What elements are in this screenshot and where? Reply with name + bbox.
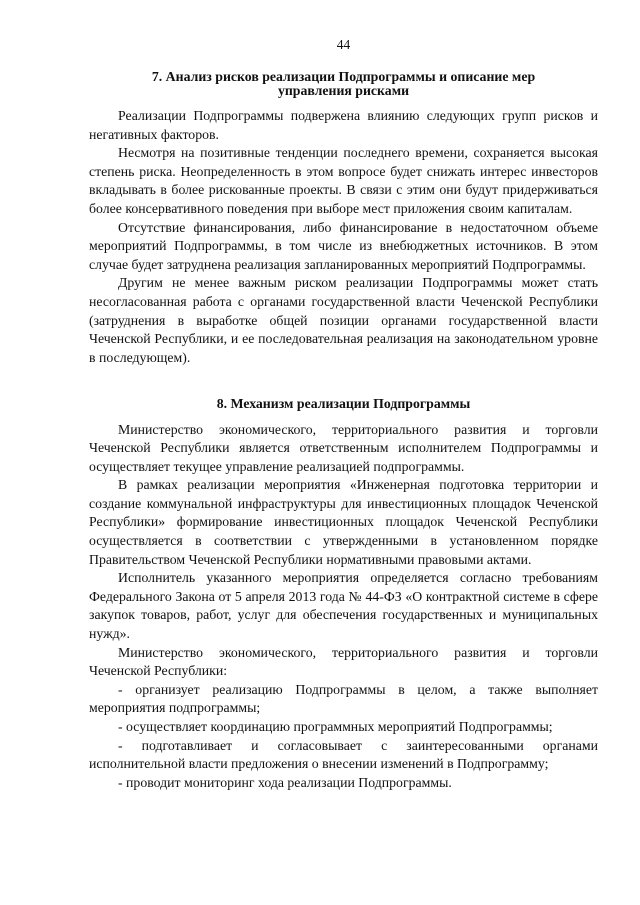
section-title-line: управления рисками: [277, 82, 410, 98]
paragraph: Отсутствие финансирования, либо финансирование в недостаточном объеме мероприятий Подпрограммы, в том числе из внебюджетных источников. В этом случае будет затруднена реализация запланированных мероприятий Подпрограммы.: [89, 219, 598, 272]
list-item: - организует реализацию Подпрограммы в целом, а также выполняет мероприятия подпрограммы;: [89, 681, 598, 716]
section-risk-analysis: [89, 70, 598, 367]
paragraph: В рамках реализации мероприятия «Инженерная подготовка территории и создание коммунальной инфраструктуры для инвестиционных площадок Чеченской Республики» формирование инвестиционных площадок Чеченской Республики осуществляется в соответствии с утвержденными в установленном порядке Правительством Чеченской Республики нормативными правовыми актами.: [89, 477, 598, 567]
list-item: - проводит мониторинг хода реализации Подпрограммы.: [118, 774, 452, 790]
list-item: - осуществляет координацию программных мероприятий Подпрограммы;: [118, 719, 553, 734]
page-number: 44: [336, 37, 351, 52]
paragraph: Министерство экономического, территориального развития и торговли Чеченской Республики является ответственным исполнителем Подпрограммы и осуществляет текущее управление реализацией подпрограммы.: [89, 421, 598, 474]
paragraph: Министерство экономического, территориального развития и торговли Чеченской Республики:: [89, 644, 598, 679]
list-item: - подготавливает и согласовывает с заинтересованными органами исполнительной власти предложения о внесении изменений в Подпрограмму;: [89, 737, 598, 772]
section-title-line: 7. Анализ рисков реализации Подпрограммы и описание мер: [151, 69, 536, 84]
section-title-risks: [89, 70, 598, 97]
section-implementation-mechanism: [89, 397, 598, 792]
paragraph: Другим не менее важным риском реализации Подпрограммы может стать несогласованная работа с органами государственной власти Чеченской Республики (затруднения в выработке общей позиции органами государственной власти Чеченской Республики, и ее последовательная реализация на законодательном уровне в последующем).: [89, 275, 598, 365]
paragraph: Реализации Подпрограммы подвержена влиянию следующих групп рисков и негативных факторов.: [89, 108, 598, 142]
paragraph: Несмотря на позитивные тенденции последнего времени, сохраняется высокая степень риска. Неопределенность в этом вопросе будет снижать интерес инвесторов вкладывать в более рискованные проекты. В связи с этим они будут придерживаться более консервативного поведения при выборе мест приложения своим капиталам.: [89, 145, 598, 216]
section-title-mechanism: 8. Механизм реализации Подпрограммы: [216, 396, 471, 411]
paragraph: Исполнитель указанного мероприятия определяется согласно требованиям Федерального Закона от 5 апреля 2013 года № 44-ФЗ «О контрактной системе в сфере закупок товаров, работ, услуг для обеспечения государственных и муниципальных нужд».: [89, 570, 598, 642]
